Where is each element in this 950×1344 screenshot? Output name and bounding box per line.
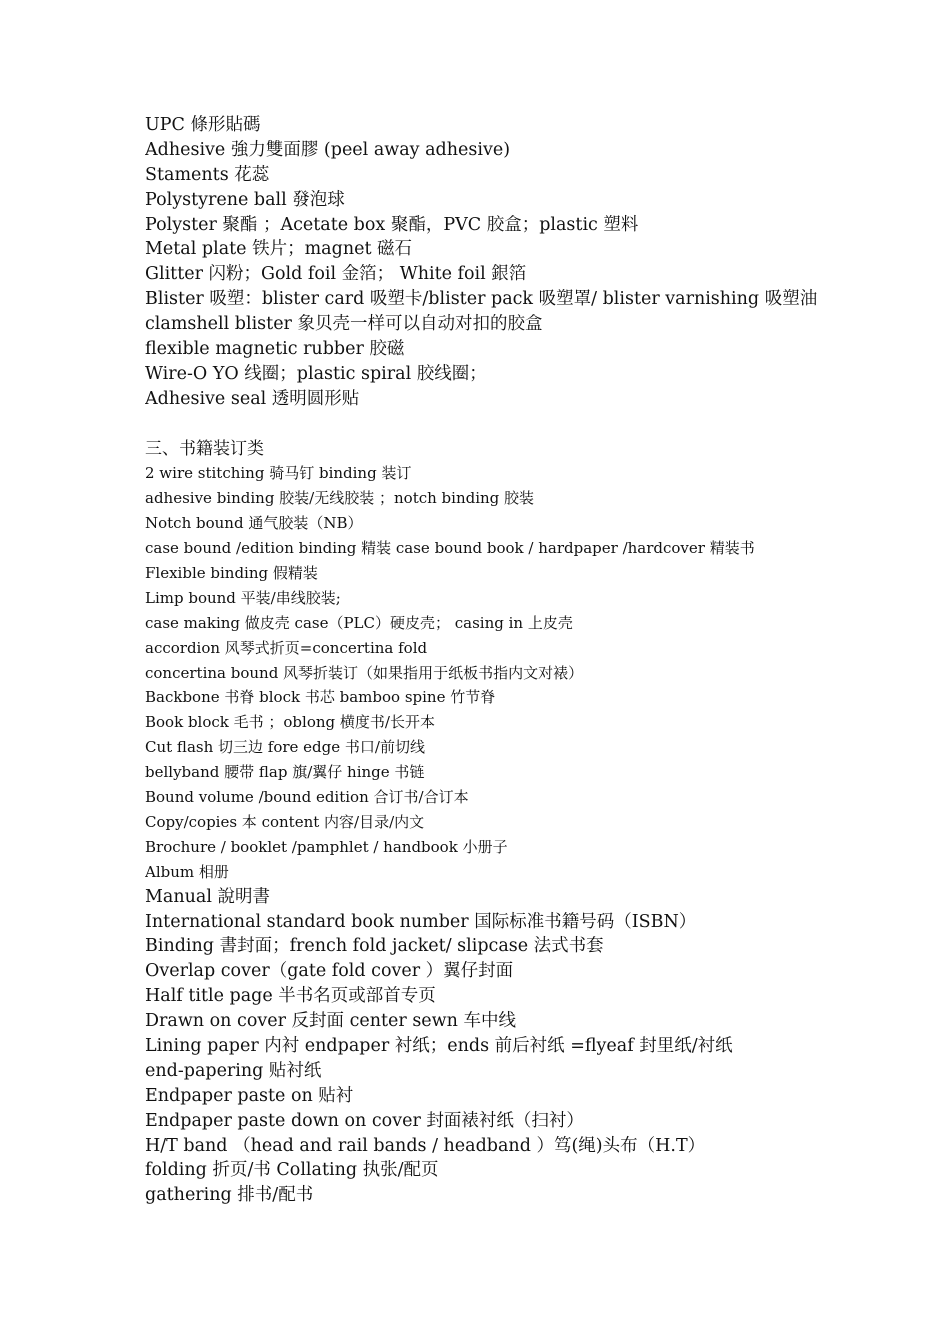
term-line: accordion 风琴式折页=concertina fold xyxy=(145,638,428,657)
term-line: Cut flash 切三边 fore edge 书口/前切线 xyxy=(145,738,425,757)
term-line: Book block 毛书 ；oblong 横度书/长开本 xyxy=(145,713,435,732)
term-line: gathering 排书/配书 xyxy=(145,1185,314,1206)
term-line: case bound /edition binding 精装 case bound book / hardpaper /hardcover 精装书 xyxy=(145,539,755,558)
term-line: adhesive binding 胶装/无线胶装 ；notch binding 胶装 xyxy=(145,489,535,508)
term-line: Album 相册 xyxy=(145,862,229,881)
term-line: Brochure / booklet /pamphlet / handbook 小册子 xyxy=(145,837,508,856)
term-line: folding 折页/书 Collating 执张/配页 xyxy=(145,1160,439,1181)
term-line: Overlap cover（gate fold cover ）翼仔封面 xyxy=(145,961,514,982)
term-line: bellyband 腰带 flap 旗/翼仔 hinge 书链 xyxy=(145,763,425,782)
term-line: 2 wire stitching 骑马钉 binding 装订 xyxy=(145,464,412,483)
document-body xyxy=(145,113,925,1208)
term-line: Staments 花蕊 xyxy=(145,164,270,185)
term-line: Half title page 半书名页或部首专页 xyxy=(145,986,436,1007)
term-line: Wire-O YO 线圈；plastic spiral 胶线圈； xyxy=(145,363,487,384)
term-line: Binding 書封面；french fold jacket/ slipcase 法式书套 xyxy=(145,936,604,957)
term-line: case making 做皮壳 case（PLC）硬皮壳； casing in 上皮壳 xyxy=(145,613,573,632)
term-line: International standard book number 国际标准书籍号码（ISBN） xyxy=(145,911,697,932)
term-line: Backbone 书脊 block 书芯 bamboo spine 竹节脊 xyxy=(145,688,496,707)
term-line: end-papering 贴衬纸 xyxy=(145,1060,322,1081)
term-line: Manual 說明書 xyxy=(145,886,270,907)
term-line: Notch bound 通气胶装（NB） xyxy=(145,514,363,533)
term-line: Polyster 聚酯 ；Acetate box 聚酯，PVC 胶盒；plastic 塑料 xyxy=(145,214,639,235)
term-line: H/T band （head and rail bands / headband ）笃(绳)头布（H.T） xyxy=(145,1135,706,1156)
term-line: Blister 吸塑：blister card 吸塑卡/blister pack 吸塑罩/ blister varnishing 吸塑油 xyxy=(145,289,818,310)
term-line: Metal plate 铁片；magnet 磁石 xyxy=(145,239,413,260)
term-line: Flexible binding 假精装 xyxy=(145,564,318,583)
term-line: Drawn on cover 反封面 center sewn 车中线 xyxy=(145,1011,516,1032)
term-line: Adhesive 強力雙面膠 (peel away adhesive) xyxy=(145,139,511,160)
term-line: Copy/copies 本 content 内容/目录/内文 xyxy=(145,812,425,831)
term-line: UPC 條形貼碼 xyxy=(145,115,261,135)
term-line: Polystyrene ball 發泡球 xyxy=(145,189,345,210)
term-line: flexible magnetic rubber 胶磁 xyxy=(145,339,405,360)
section-gap xyxy=(145,412,925,437)
term-line: Bound volume /bound edition 合订书/合订本 xyxy=(145,788,469,807)
section-heading: 三、书籍装订类 xyxy=(145,438,264,459)
term-line: Glitter 闪粉；Gold foil 金箔； White foil 銀箔 xyxy=(145,264,527,285)
term-line: Adhesive seal 透明圆形贴 xyxy=(145,388,360,409)
term-line: concertina bound 风琴折装订（如果指用于纸板书指内文对裱） xyxy=(145,663,584,682)
term-line: clamshell blister 象贝壳一样可以自动对扣的胶盒 xyxy=(145,314,543,335)
term-line: Lining paper 内衬 endpaper 衬纸；ends 前后衬纸 =flyeaf 封里纸/衬纸 xyxy=(145,1035,733,1056)
term-line: Limp bound 平装/串线胶装; xyxy=(145,588,341,607)
term-line: Endpaper paste on 贴衬 xyxy=(145,1085,354,1106)
term-line: Endpaper paste down on cover 封面裱衬纸（扫衬） xyxy=(145,1110,584,1131)
